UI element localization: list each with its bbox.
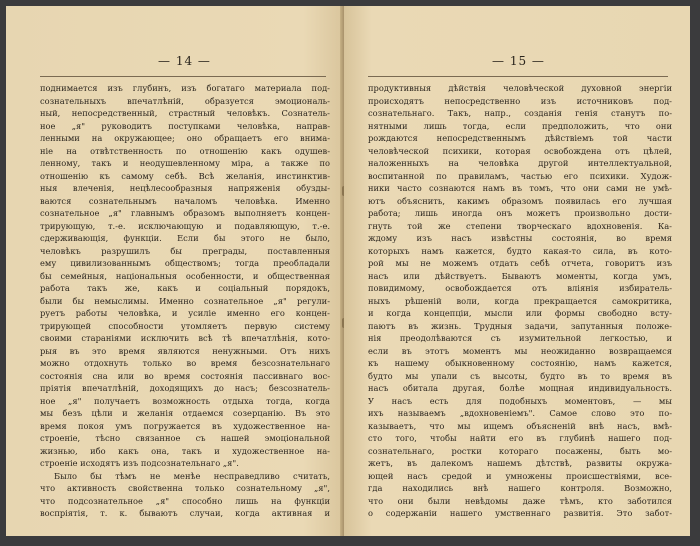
text-line: работа такъ же, какъ и соціальный порядокъ, <box>40 283 330 293</box>
right-page-text <box>368 82 672 520</box>
right-page-number: — 15 — <box>492 54 545 68</box>
right-page <box>344 6 690 536</box>
left-header-rule <box>40 76 326 77</box>
text-line: продуктивныя дѣйствія человѣческой духовной энергіи <box>368 83 672 93</box>
text-line: насъ обитала другая, болѣе мощная индивидуальность. <box>368 383 672 393</box>
text-line: казываетъ, что мы ищемъ объясненій внѣ насъ, вмѣ- <box>368 420 672 431</box>
text-line: гнуть той же степени творческаго вдохновенія. Ка- <box>368 220 672 231</box>
right-header-rule <box>368 76 668 77</box>
text-line: можно отдохнуть только во время безсознательнаго <box>40 358 330 368</box>
text-line: насъ или дѣйствуетъ. Бываютъ моменты, когда умъ, <box>368 270 672 281</box>
text-line: Было бы тѣмъ не менѣе несправедливо считать, <box>54 470 330 481</box>
text-line: человѣческой психики, которая освобождена отъ цѣлей, <box>368 145 672 156</box>
text-line: своими стараніями исключить всѣ тѣ впечатлѣнія, кото- <box>40 333 330 343</box>
text-line: работа; лишь иногда онъ можетъ произвольно дости- <box>368 208 672 218</box>
text-line: ное „я" руководитъ поступками человѣка, направ- <box>40 120 330 131</box>
text-line: человѣкъ разрушилъ бы преграды, поставленныя <box>40 245 330 256</box>
text-line: паютъ въ жизнь. Трудныя задачи, запутанныя положе- <box>368 320 672 331</box>
text-line: бы семейныя, національныя особенности, и общественная <box>40 270 330 281</box>
text-line: сознательнаго, ростки котораго посажены, быть мо- <box>368 445 672 456</box>
text-line: ніе на отвѣтственность по отношенію какъ одушев- <box>40 145 330 156</box>
text-line: будто мы упали съ высоты, будто въ то время въ <box>368 370 672 381</box>
text-line: сознательнаго. Такъ, напр., созданія генія станутъ по- <box>368 108 672 118</box>
text-line: наложенныхъ на человѣка другой интеллектуальной, <box>368 158 672 168</box>
text-line: рождаются непосредственнымъ дѣйствіемъ той части <box>368 133 672 143</box>
text-line: гда находились внѣ нашего контроля. Возможно, <box>368 483 672 493</box>
text-line: сознательное „я" главнымъ образомъ выполняетъ концен- <box>40 208 330 218</box>
text-line: поднимается изъ глубинъ, изъ богатаго материала под- <box>40 83 330 93</box>
text-line: ники часто сознаются намъ въ томъ, что они сами не умѣ- <box>368 183 672 193</box>
text-line: время покоя умъ погружается въ художественное на- <box>40 420 330 431</box>
text-line: мы безъ цѣли и желанія отдаемся созерцанію. Въ это <box>40 408 330 418</box>
text-line: ныя влеченія, нецѣлесообразныя напряженія обузды- <box>40 183 330 193</box>
text-line: ихъ называемъ „вдохновеніемъ". Самое слово это по- <box>368 408 672 418</box>
text-line: строеніе исходятъ изъ подсознательнаго „я". <box>40 458 239 468</box>
text-line: ный, непосредственный, страстный человѣкъ. Сознатель- <box>40 108 330 118</box>
text-line: сдерживающія, функціи. Если бы этого не было, <box>40 233 330 243</box>
text-line: ющей насъ средой и умножены происшествіями, все- <box>368 470 672 481</box>
text-line: ему цивилизованнымъ обществомъ; тогда преобладали <box>40 258 330 268</box>
text-line: сознательныхъ впечатлѣній, образуется эмоциональ- <box>40 95 330 106</box>
text-line: что они были невѣдомы даже тѣмъ, кто заботился <box>368 495 672 506</box>
text-line: воспріятія, т. к. бываютъ случаи, когда активная и <box>40 508 330 518</box>
left-page-number: — 14 — <box>158 54 211 68</box>
text-line: отношенію къ самому себѣ. Всѣ желанія, инстинктив- <box>40 170 330 181</box>
text-line: строеніе, тѣсно связанное съ нашей эмоціональной <box>40 433 330 443</box>
left-page <box>6 6 344 536</box>
text-line: рой мы не можемъ отдать себѣ отчета, говоритъ изъ <box>368 258 672 268</box>
text-line: воспитанной по правиламъ, частью его психики. Худож- <box>368 170 672 181</box>
text-line: были бы немыслимы. Именно сознательное „я" регули- <box>40 295 330 306</box>
text-line: нія преодолѣваются съ изумительной легкостью, и <box>368 333 672 343</box>
text-line: состоянія сна или во время состоянія пассивнаго вос- <box>40 370 330 381</box>
text-line: и когда концепціи, мысли или формы свободно всту- <box>368 308 672 318</box>
left-page-text <box>40 82 330 520</box>
text-line: что подсознательное „я" способно лишь на функціи <box>40 495 330 506</box>
text-line: У насъ есть для подобныхъ моментовъ, — мы <box>368 395 672 406</box>
text-line: ное „я" получаетъ возможность отдыха тогда, когда <box>40 395 330 406</box>
text-line: что активность свойственна только сознательному „я", <box>40 483 330 493</box>
text-line: жизнью, ибо какъ она, такъ и художественное на- <box>40 445 330 456</box>
text-line: трирующую, т.-е. исключающую и подавляющую, т.-е. <box>40 220 330 231</box>
text-line: повидимому, освобождается отъ вліянія избиратель- <box>368 283 672 293</box>
text-line: происходятъ непосредственно изъ источниковъ под- <box>368 95 672 106</box>
text-line: ждому изъ насъ извѣстны состоянія, во время <box>368 233 672 243</box>
text-line: пріятія впечатлѣній, доходящихъ до насъ; безсознатель- <box>40 383 330 393</box>
text-line: если въ этотъ моментъ мы неожиданно возвращаемся <box>368 345 672 356</box>
text-line: рыя въ это время являются ненужными. Отъ нихъ <box>40 345 330 356</box>
text-line: о содержаніи нашего умственнаго развитія. Это забот- <box>368 508 672 518</box>
text-line: нятными лишь тогда, если предположить, что они <box>368 120 672 131</box>
text-line: которыхъ намъ кажется, будто какая-то сила, въ кото- <box>368 245 672 256</box>
text-line: ныхъ рѣшеній воли, когда прекращается самокритика, <box>368 295 672 306</box>
text-line: сто того, чтобы найти его въ глубинѣ нашего под- <box>368 433 672 443</box>
text-line: ваются сознательнымъ началомъ человѣка. Именно <box>40 195 330 206</box>
text-line: ленному, такъ и неодушевленному міра, а также по <box>40 158 330 168</box>
text-line: руетъ работы человѣка, и усиліе именно его концен- <box>40 308 330 318</box>
text-line: жетъ, въ далекомъ нашемъ дѣтствѣ, развиты окружа- <box>368 458 672 468</box>
text-line: ленными на окружающее; оно обращаетъ его внима- <box>40 133 330 143</box>
text-line: къ нашему обыкновенному состоянію, намъ кажется, <box>368 358 672 368</box>
text-line: ютъ объяснить, какимъ образомъ появилась его лучшая <box>368 195 672 206</box>
text-line: трирующей способности утомляетъ первую систему <box>40 320 330 331</box>
